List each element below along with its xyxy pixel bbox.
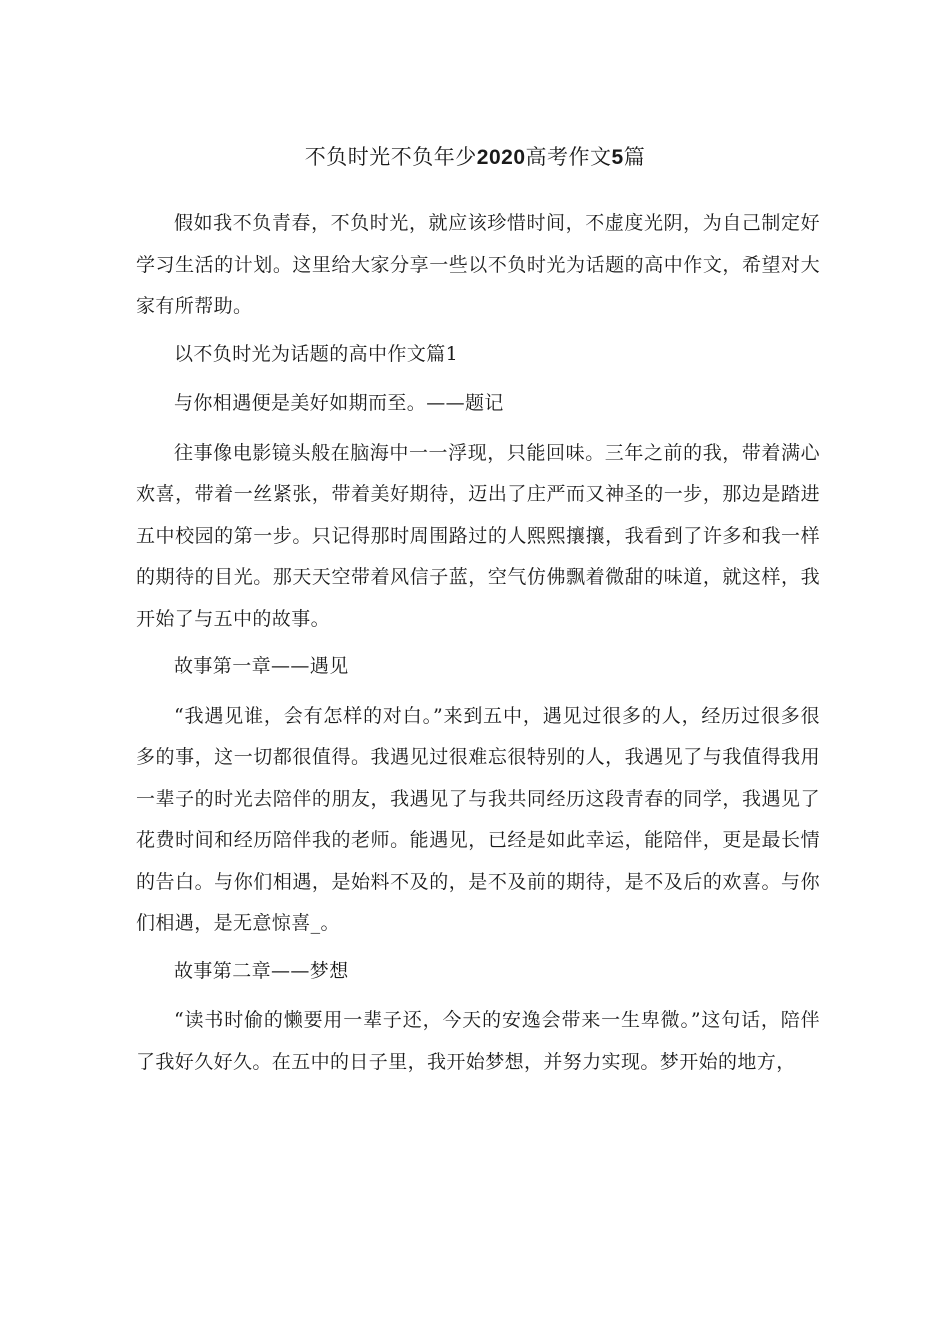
intro-paragraph: 假如我不负青春，不负时光，就应该珍惜时间，不虚度光阴，为自己制定好学习生活的计划。这里给大家分享一些以不负时光为话题的高中作文，希望对大家有所帮助。: [136, 212, 820, 317]
title-part-1: 不负时光不负年少: [304, 145, 477, 169]
document-title: [0, 141, 950, 174]
title-part-2: 高考作文: [525, 145, 612, 169]
title-part-3: 篇: [623, 145, 646, 169]
body-paragraph: “我遇见谁，会有怎样的对白。”来到五中，遇见过很多的人，经历过很多很多的事，这一切都很值得。我遇见过很难忘很特别的人，我遇见了与我值得我用一辈子的时光去陪伴的朋友，我遇见了与我共同经历这段青春的同学，我遇见了花费时间和经历陪伴我的老师。能遇见，已经是如此幸运，能陪伴，更是最长情的告白。与你们相遇，是始料不及的，是不及前的期待，是不及后的欢喜。与你们相遇，是无意惊喜_。: [136, 704, 820, 934]
body-paragraph: “读书时偷的懒要用一辈子还，今天的安逸会带来一生卑微。”这句话，陪伴了我好久好久。在五中的日子里，我开始梦想，并努力实现。梦开始的地方，: [136, 1009, 820, 1073]
chapter-heading-1: 故事第一章——遇见: [174, 655, 349, 677]
title-count: 5: [611, 146, 624, 169]
chapter-heading-2: 故事第二章——梦想: [174, 959, 349, 982]
essay-heading: 以不负时光为话题的高中作文篇1: [174, 342, 459, 365]
document-body: [136, 203, 820, 1089]
title-year: 2020: [476, 146, 526, 169]
epigraph: 与你相遇便是美好如期而至。——题记: [174, 392, 504, 414]
body-paragraph: 往事像电影镜头般在脑海中一一浮现，只能回味。三年之前的我，带着满心欢喜，带着一丝紧张，带着美好期待，迈出了庄严而又神圣的一步，那边是踏进五中校园的第一步。只记得那时周围路过的人熙熙攘攘，我看到了许多和我一样的期待的目光。那天天空带着风信子蓝，空气仿佛飘着微甜的味道，就这样，我开始了与五中的故事。: [136, 441, 820, 630]
